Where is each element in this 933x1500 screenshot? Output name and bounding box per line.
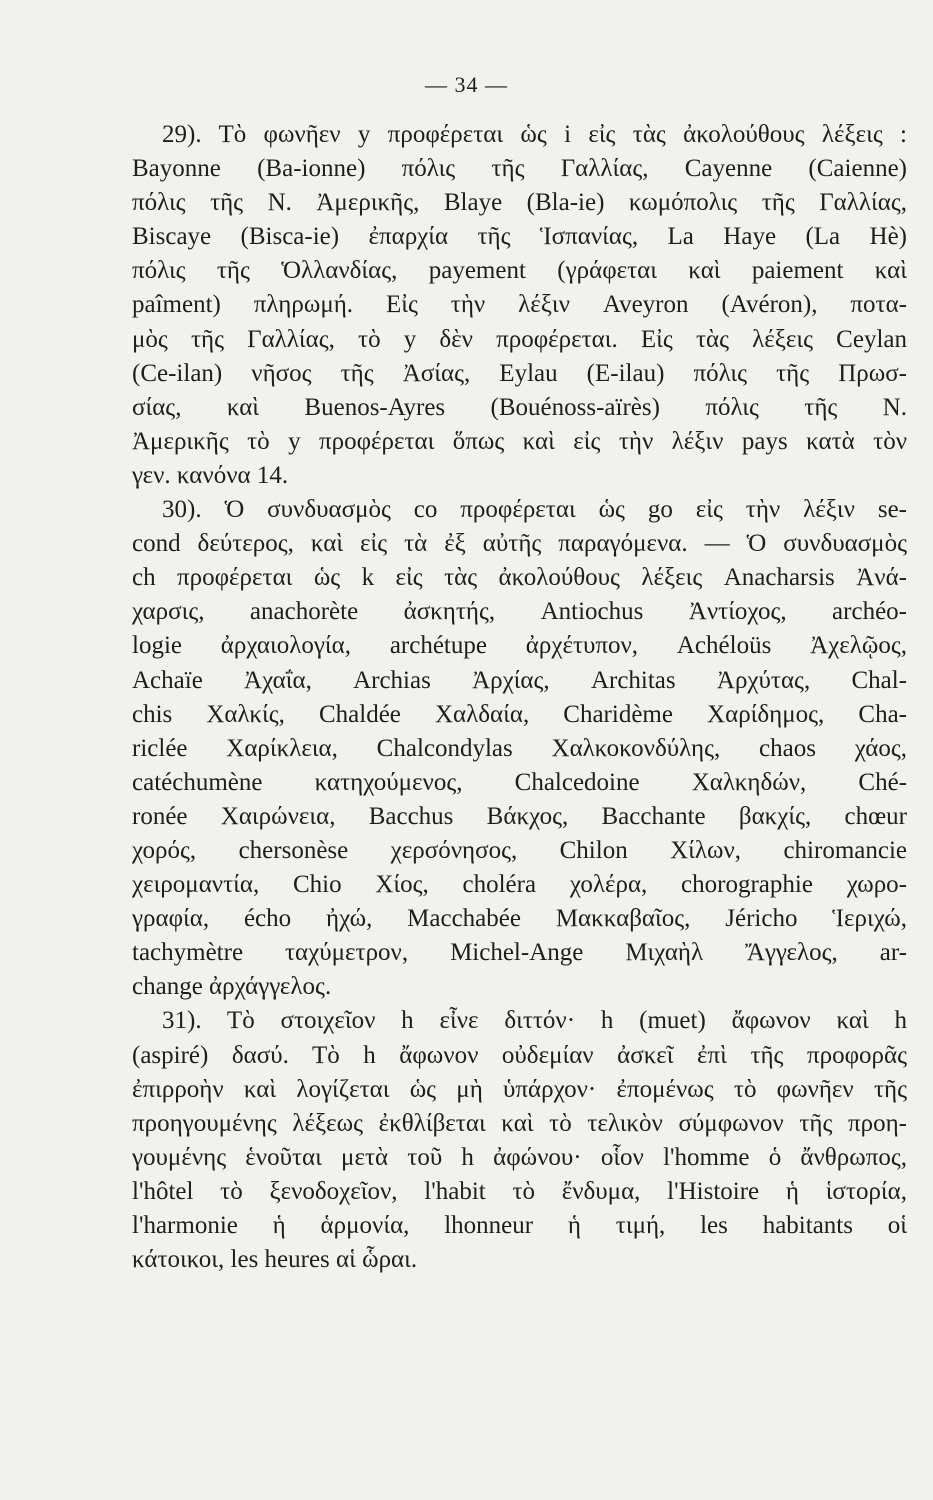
text-line: 30). Ὁ συνδυασμὸς co προφέρεται ὡς go εἰς τὴν λέξιν se- [162,496,907,524]
text-line: l'harmonie ἡ ἁρμονία, lhonneur ἡ τιμή, les habitants οἱ [132,1212,907,1239]
text-line: riclée Χαρίκλεια, Chalcondylas Χαλκοκονδύλης, chaos χάος, [132,734,907,762]
text-line: tachymètre ταχύμετρον, Michel-Ange Μιχαὴλ Ἄγγελος, ar- [132,939,907,967]
text-line: πόλις τῆς Ν. Ἀμερικῆς, Blaye (Bla-ie) κωμόπολις τῆς Γαλλίας, [132,189,907,217]
text-line: ronée Χαιρώνεια, Bacchus Βάκχος, Bacchante βακχίς, chœur [132,802,907,830]
text-line: Achaïe Ἀχαΐα, Archias Ἀρχίας, Architas Ἀρχύτας, Chal- [132,666,907,694]
text-line: μὸς τῆς Γαλλίας, τὸ y δὲν προφέρεται. Εἰς τὰς λέξεις Ceylan [132,325,907,353]
text-line: cond δεύτερος, καὶ εἰς τὰ ἐξ αὐτῆς παραγόμενα. — Ὁ συνδυασμὸς [132,530,907,558]
text-line: ch προφέρεται ὡς k εἰς τὰς ἀκολούθους λέξεις Anacharsis Ἀνά- [132,564,907,592]
text-line: 31). Τὸ στοιχεῖον h εἶνε διττόν· h (muet) ἄφωνον καὶ h [162,1007,907,1035]
text-line: chis Χαλκίς, Chaldée Χαλδαία, Charidème Χαρίδημος, Cha- [132,700,907,728]
text-line: γεν. κανόνα 14. [132,461,289,489]
text-line: Bayonne (Ba-ionne) πόλις τῆς Γαλλίας, Cayenne (Caienne) [132,155,907,183]
text-line: πόλις τῆς Ὁλλανδίας, payement (γράφεται καὶ paiement καὶ [132,257,907,285]
text-line: catéchumène κατηχούμενος, Chalcedoine Χαλκηδών, Ché- [132,768,907,796]
page-body-text [132,118,907,1277]
text-line: γραφία, écho ἠχώ, Macchabée Μακκαβαῖος, Jéricho Ἱεριχώ, [132,905,907,933]
text-line: χορός, chersonèse χερσόνησος, Chilon Χίλων, chiromancie [132,836,907,864]
text-line: l'hôtel τὸ ξενοδοχεῖον, l'habit τὸ ἔνδυμα, l'Histoire ἡ ἱστορία, [132,1177,907,1205]
text-line: ἐπιρροὴν καὶ λογίζεται ὡς μὴ ὑπάρχον· ἐπομένως τὸ φωνῆεν τῆς [132,1075,907,1103]
text-line: γουμένης ἑνοῦται μετὰ τοῦ h ἀφώνου· οἷον l'homme ὁ ἄνθρωπος, [132,1143,907,1171]
text-line: paîment) πληρωμή. Εἰς τὴν λέξιν Aveyron (Avéron), ποτα- [132,291,907,319]
text-line: 29). Τὸ φωνῆεν y προφέρεται ὡς i εἰς τὰς ἀκολούθους λέξεις : [162,121,907,148]
text-line: (Ce-ilan) νῆσος τῆς Ἀσίας, Eylau (E-ilau) πόλις τῆς Πρωσ- [132,359,907,387]
text-line: κάτοικοι, les heures αἱ ὧραι. [132,1246,418,1274]
text-line: χειρομαντία, Chio Χίος, choléra χολέρα, chorographie χωρο- [132,871,907,899]
text-line: Biscaye (Bisca-ie) ἐπαρχία τῆς Ἱσπανίας, La Haye (La Hè) [132,223,907,251]
text-line: χαρσις, anachorète ἀσκητής, Antiochus Ἀντίοχος, archéo- [132,598,907,626]
text-line: logie ἀρχαιολογία, archétupe ἀρχέτυπον, Achéloüs Ἀχελῷος, [132,632,907,660]
text-line: σίας, καὶ Buenos-Ayres (Bouénoss-aïrès) πόλις τῆς Ν. [132,393,907,421]
text-line: (aspiré) δασύ. Τὸ h ἄφωνον οὐδεμίαν ἀσκεῖ ἐπὶ τῆς προφορᾶς [132,1041,907,1069]
text-line: change ἀρχάγγελος. [132,973,332,1001]
page-number: — 34 — [425,72,508,97]
text-line: Ἀμερικῆς τὸ y προφέρεται ὅπως καὶ εἰς τὴν λέξιν pays κατὰ τὸν [132,427,907,455]
text-line: προηγουμένης λέξεως ἐκθλίβεται καὶ τὸ τελικὸν σύμφωνον τῆς προη- [132,1109,907,1137]
